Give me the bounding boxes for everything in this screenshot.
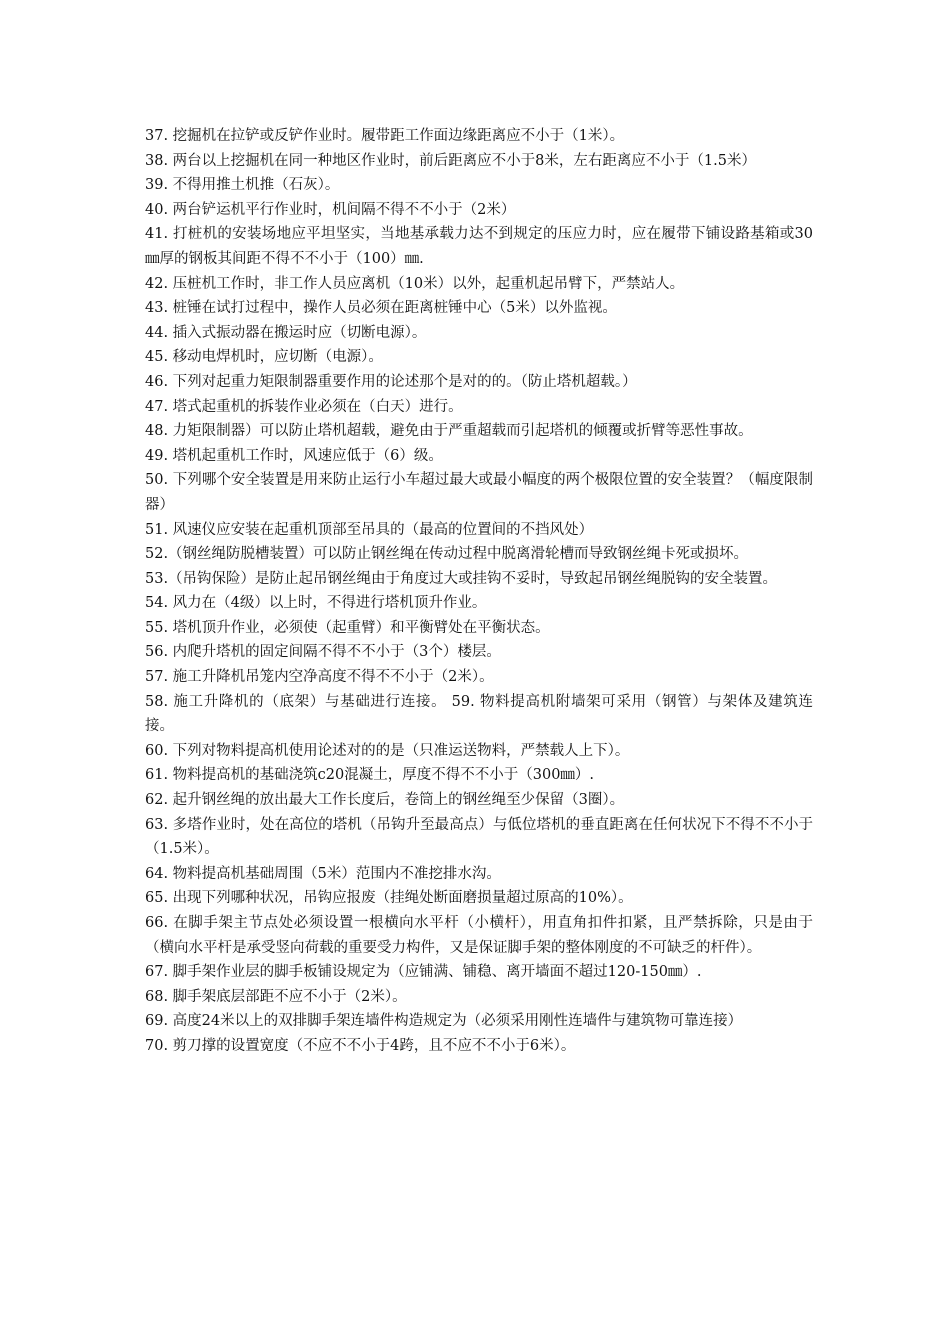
- document-body: [145, 124, 813, 1059]
- list-item: 51. 风速仪应安装在起重机顶部至吊具的（最高的位置间的不挡风处）: [145, 521, 594, 538]
- list-item: 47. 塔式起重机的拆装作业必须在（白天）进行。: [145, 398, 463, 415]
- list-item: 65. 出现下列哪种状况，吊钩应报废（挂绳处断面磨损量超过原高的10%）。: [145, 890, 633, 907]
- list-item: 50. 下列哪个安全装置是用来防止运行小车超过最大或最小幅度的两个极限位置的安全装置？（幅度限制器）: [145, 472, 813, 513]
- list-item: 62. 起升钢丝绳的放出最大工作长度后，卷筒上的钢丝绳至少保留（3圈）。: [145, 792, 625, 809]
- list-item: 44. 插入式振动器在搬运时应（切断电源）。: [145, 324, 427, 341]
- list-item: 37. 挖掘机在拉铲或反铲作业时。履带距工作面边缘距离应不小于（1米）。: [145, 128, 625, 144]
- list-item: 57. 施工升降机吊笼内空净高度不得不不小于（2米）。: [145, 669, 494, 686]
- list-item: 60. 下列对物料提高机使用论述对的的是（只准运送物料，严禁载人上下）。: [145, 742, 630, 759]
- list-item: 38. 两台以上挖掘机在同一种地区作业时，前后距离应不小于8米，左右距离应不小于（1.5米）: [145, 152, 756, 169]
- list-item: 66. 在脚手架主节点处必须设置一根横向水平杆（小横杆），用直角扣件扣紧，且严禁拆除，只是由于（横向水平杆是承受竖向荷载的重要受力构件，又是保证脚手架的整体刚度的不可缺乏的杆件）。: [145, 915, 813, 956]
- list-item: 67. 脚手架作业层的脚手板铺设规定为（应铺满、铺稳、离开墙面不超过120-150㎜）.: [145, 964, 702, 981]
- list-item: 70. 剪刀撑的设置宽度（不应不不小于4跨，且不应不不小于6米）。: [145, 1037, 576, 1054]
- list-item: 49. 塔机起重机工作时，风速应低于（6）级。: [145, 447, 443, 464]
- list-item: 63. 多塔作业时，处在高位的塔机（吊钩升至最高点）与低位塔机的垂直距离在任何状况下不得不不小于（1.5米）。: [145, 816, 813, 858]
- list-item: 46. 下列对起重力矩限制器重要作用的论述那个是对的的。（防止塔机超载。）: [145, 373, 637, 390]
- list-item: 58. 施工升降机的（底架）与基础进行连接。 59. 物料提高机附墙架可采用（钢管）与架体及建筑连接。: [145, 693, 813, 735]
- list-item: 48. 力矩限制器）可以防止塔机超载，避免由于严重超载而引起塔机的倾覆或折臂等恶性事故。: [145, 423, 753, 440]
- list-item: 42. 压桩机工作时，非工作人员应离机（10米）以外，起重机起吊臂下，严禁站人。: [145, 275, 685, 292]
- list-item: 41. 打桩机的安装场地应平坦坚实，当地基承载力达不到规定的压应力时，应在履带下铺设路基箱或30㎜厚的钢板其间距不得不不小于（100）㎜.: [145, 226, 813, 267]
- list-item: 43. 桩锤在试打过程中，操作人员必须在距离桩锤中心（5米）以外监视。: [145, 300, 617, 317]
- list-item: 61. 物料提高机的基础浇筑c20混凝土，厚度不得不不小于（300㎜）.: [145, 767, 595, 784]
- list-item: 56. 内爬升塔机的固定间隔不得不不小于（3个）楼层。: [145, 644, 501, 661]
- list-item: 64. 物料提高机基础周围（5米）范围内不准挖排水沟。: [145, 865, 501, 882]
- list-item: 53.（吊钩保险）是防止起吊钢丝绳由于角度过大或挂钩不妥时，导致起吊钢丝绳脱钩的安全装置。: [145, 570, 778, 587]
- list-item: 69. 高度24米以上的双排脚手架连墙件构造规定为（必须采用刚性连墙件与建筑物可靠连接）: [145, 1013, 743, 1030]
- list-item: 40. 两台铲运机平行作业时，机间隔不得不不小于（2米）: [145, 201, 516, 218]
- list-item: 54. 风力在（4级）以上时，不得进行塔机顶升作业。: [145, 595, 487, 612]
- list-item: 45. 移动电焊机时，应切断（电源）。: [145, 349, 383, 366]
- list-item: 55. 塔机顶升作业，必须使（起重臂）和平衡臂处在平衡状态。: [145, 619, 550, 636]
- list-item: 39. 不得用推土机推（石灰）。: [145, 177, 340, 194]
- list-item: 52.（钢丝绳防脱槽装置）可以防止钢丝绳在传动过程中脱离滑轮槽而导致钢丝绳卡死或损坏。: [145, 546, 749, 563]
- list-item: 68. 脚手架底层部距不应不小于（2米）。: [145, 988, 407, 1005]
